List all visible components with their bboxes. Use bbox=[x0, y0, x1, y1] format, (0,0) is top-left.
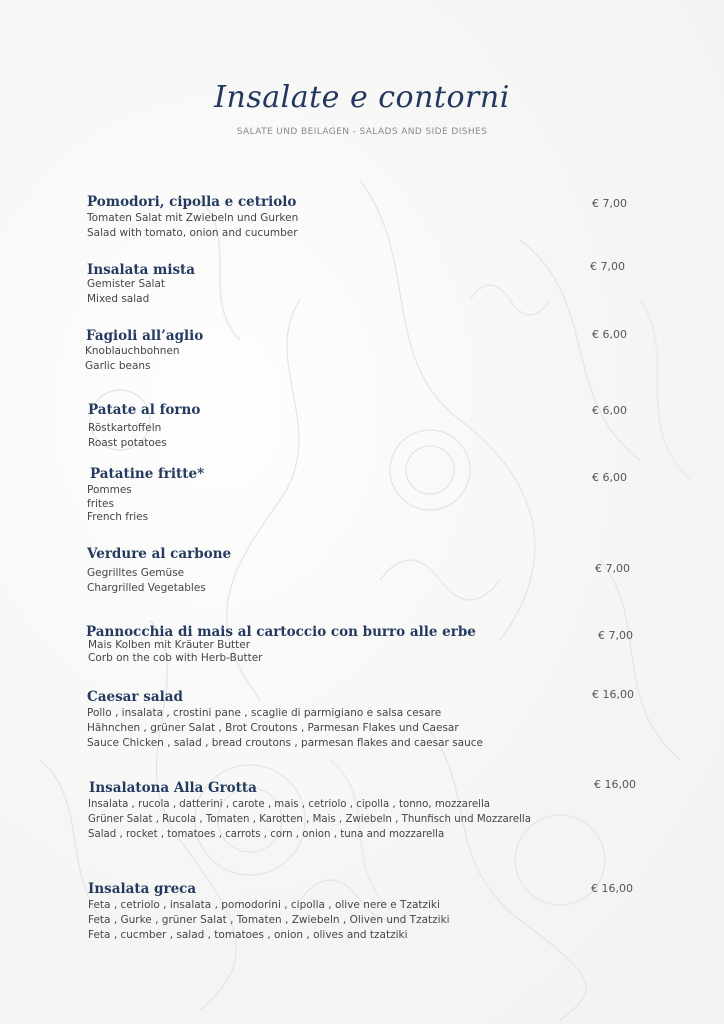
menu-item-description bbox=[87, 277, 165, 307]
menu-item-description bbox=[88, 898, 450, 943]
description-line: frites bbox=[87, 497, 114, 510]
description-line: Feta , cucmber , salad , tomatoes , onion , olives and tzatziki bbox=[88, 929, 408, 941]
description-line: Chargrilled Vegetables bbox=[87, 582, 206, 594]
description-line: Feta , Gurke , grüner Salat , Tomaten , Zwiebeln , Oliven und Tzatziki bbox=[88, 914, 450, 926]
page-title: Insalate e contorni bbox=[214, 80, 510, 115]
description-line: Grüner Salat , Rucola , Tomaten , Karotten , Mais , Zwiebeln , Thunfisch und Mozzarella bbox=[88, 814, 531, 825]
menu-item-name: Fagioli all’aglio bbox=[86, 328, 204, 344]
menu-item-name: Pomodori, cipolla e cetriolo bbox=[87, 194, 297, 210]
menu-item-price: € 6,00 bbox=[592, 404, 627, 417]
menu-item-name: Caesar salad bbox=[87, 689, 183, 705]
menu-item-name: Verdure al carbone bbox=[87, 546, 232, 562]
menu-item-price: € 7,00 bbox=[595, 562, 630, 575]
menu-item-name: Patatine fritte* bbox=[90, 466, 205, 482]
description-line: Garlic beans bbox=[85, 360, 151, 372]
menu-item-price: € 16,00 bbox=[594, 778, 636, 791]
description-line: Insalata , rucola , datterini , carote , mais , cetriolo , cipolla , tonno, mozzarella bbox=[88, 799, 491, 810]
description-line: Gegrilltes Gemüse bbox=[87, 567, 185, 579]
menu-item-price: € 16,00 bbox=[592, 688, 634, 701]
menu-item-name: Insalatona Alla Grotta bbox=[89, 780, 257, 796]
menu-item-price: € 6,00 bbox=[592, 328, 627, 341]
description-line: Corb on the cob with Herb-Butter bbox=[88, 652, 263, 664]
menu-item-description bbox=[88, 639, 263, 665]
menu-item-description bbox=[85, 344, 180, 374]
menu-item-description bbox=[87, 566, 206, 596]
menu-item-name: Pannocchia di mais al cartoccio con burro alle erbe bbox=[86, 624, 476, 640]
description-line: Hähnchen , grüner Salat , Brot Croutons , Parmesan Flakes und Caesar bbox=[87, 722, 459, 734]
menu-item-name: Insalata mista bbox=[87, 262, 196, 278]
menu-item-name: Insalata greca bbox=[88, 881, 197, 897]
description-line: Pollo , insalata , crostini pane , scaglie di parmigiano e salsa cesare bbox=[87, 707, 442, 719]
description-line: Pommes bbox=[87, 484, 132, 496]
menu-item-price: € 7,00 bbox=[592, 197, 627, 210]
menu-item-description bbox=[87, 484, 148, 525]
description-line: Röstkartoffeln bbox=[88, 422, 162, 434]
menu-item-name: Patate al forno bbox=[88, 402, 201, 418]
menu-item-description bbox=[88, 421, 167, 451]
page-subtitle: SALATE UND BEILAGEN - SALADS AND SIDE DISHES bbox=[236, 127, 488, 137]
menu-item-price: € 7,00 bbox=[598, 629, 633, 642]
description-line: Feta , cetriolo , insalata , pomodorini , cipolla , olive nere e Tzatziki bbox=[88, 899, 440, 911]
menu-item-description bbox=[88, 797, 531, 842]
menu-item-price: € 7,00 bbox=[590, 260, 625, 273]
description-line: Tomaten Salat mit Zwiebeln und Gurken bbox=[87, 212, 299, 224]
description-line: Mixed salad bbox=[87, 293, 150, 305]
description-line: French fries bbox=[87, 511, 149, 523]
menu-item-price: € 16,00 bbox=[591, 882, 633, 895]
description-line: Knoblauchbohnen bbox=[85, 345, 180, 357]
description-line: Mais Kolben mit Kräuter Butter bbox=[88, 639, 251, 651]
description-line: Roast potatoes bbox=[88, 437, 167, 449]
description-line: Salad with tomato, onion and cucumber bbox=[87, 227, 298, 239]
description-line: Sauce Chicken , salad , bread croutons , parmesan flakes and caesar sauce bbox=[87, 737, 483, 749]
description-line: Gemister Salat bbox=[87, 278, 166, 290]
description-line: Salad , rocket , tomatoes , carrots , corn , onion , tuna and mozzarella bbox=[88, 829, 445, 840]
menu-item-description bbox=[87, 211, 298, 241]
menu-item-price: € 6,00 bbox=[592, 471, 627, 484]
menu-item-description bbox=[87, 706, 483, 751]
